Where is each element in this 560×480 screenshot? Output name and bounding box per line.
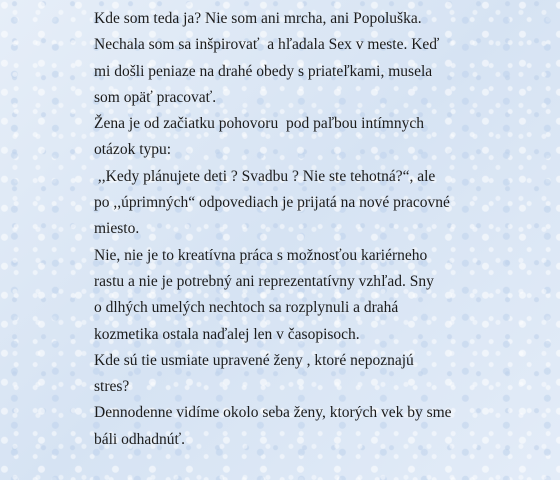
document-text	[94, 6, 556, 453]
text-line: Nechala som sa inšpirovať a hľadala Sex v meste. Keď	[94, 36, 440, 54]
text-line: stres?	[94, 378, 130, 396]
text-line: báli odhadnúť.	[94, 430, 185, 448]
text-line: Žena je od začiatku pohovoru pod paľbou intímnych	[94, 115, 424, 133]
text-line: po ,,úprimných“ odpovediach je prijatá na nové pracovné	[94, 194, 450, 212]
text-line: ,,Kedy plánujete deti ? Svadbu ? Nie ste tehotná?“, ale	[94, 167, 436, 185]
text-line: kozmetika ostala naďalej len v časopisoch.	[94, 325, 360, 343]
text-line: miesto.	[94, 220, 140, 238]
text-line: rastu a nie je potrebný ani reprezentatívny vzhľad. Sny	[94, 272, 434, 290]
text-line: Nie, nie je to kreatívna práca s možnosťou kariérneho	[94, 246, 428, 264]
text-line: Kde sú tie usmiate upravené ženy , ktoré nepoznajú	[94, 351, 414, 369]
text-line: otázok typu:	[94, 141, 172, 159]
text-line: som opäť pracovať.	[94, 88, 217, 106]
text-line: Dennodenne vidíme okolo seba ženy, ktorých vek by sme	[94, 404, 452, 422]
text-line: mi došli peniaze na drahé obedy s priateľkami, musela	[94, 62, 433, 80]
text-line: o dlhých umelých nechtoch sa rozplynuli a drahá	[94, 299, 399, 317]
text-line: Kde som teda ja? Nie som ani mrcha, ani Popoluška.	[94, 10, 422, 27]
